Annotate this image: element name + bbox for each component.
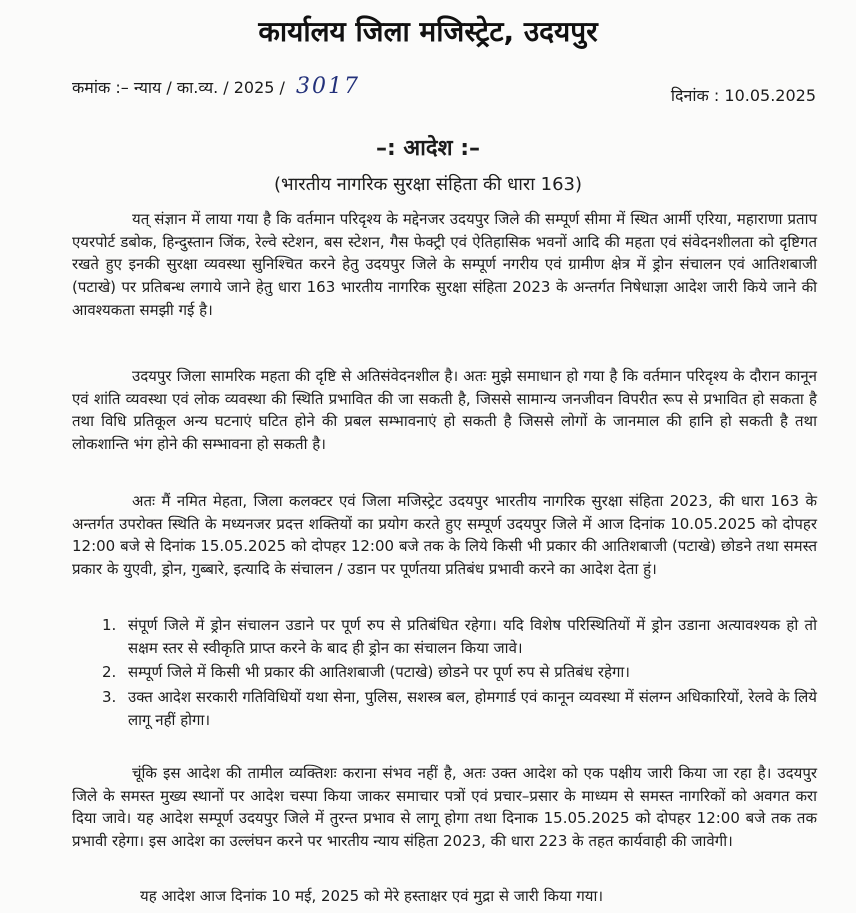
paragraph-enforcement: चूंकि इस आदेश की तामील व्यक्तिशः कराना संभव नहीं है, अतः उक्त आदेश को एक पक्षीय जारी किया जा रहा है। उदयपुर जिले के समस्त मुख्य स्थानों पर आदेश चस्पा किया जाकर समाचार पत्रों एवं प्रचार–प्रसार के माध्यम से समस्त नागरिकों को अवगत करा दिया जावे। यह आदेश सम्पूर्ण उदयपुर जिले में तुरन्त प्रभाव से लागू होगा तथा दिनाक 15.05.2025 को दोपहर 12:00 बजे तक तक प्रभावी रहेगा। इस आदेश का उल्लंघन करने पर भारतीय न्याय संहिता 2023, की धारा 223 के तहत कार्यवाही की जावेगी। [72,764,817,851]
reference-line [72,74,360,99]
order-date: दिनांक : 10.05.2025 [670,86,816,105]
order-heading: –: आदेश :– [375,136,481,161]
order-subheading: (भारतीय नागरिक सुरक्षा संहिता की धारा 163) [273,174,583,195]
closing-line: यह आदेश आज दिनांक 10 मई, 2025 को मेरे हस्ताक्षर एवं मुद्रा से जारी किया गया। [140,887,604,905]
directive-text: सम्पूर्ण जिले में किसी भी प्रकार की आतिशबाजी (पटाखे) छोडने पर पूर्ण रुप से प्रतिबंध रहेगा। [128,663,630,682]
paragraph-context: यत् संज्ञान में लाया गया है कि वर्तमान परिदृश्य के मद्देनजर उदयपुर जिले की सम्पूर्ण सीमा में स्थित आर्मी एरिया, महाराणा प्रताप एयरपोर्ट डबोक, हिन्दुस्तान जिंक, रेल्वे स्टेशन, बस स्टेशन, गैस फेक्ट्री एवं ऐतिहासिक भवनों आदि की महता एवं संवेदनशीलता को दृष्टिगत रखते हुए इनकी सुरक्षा व्यवस्था सुनिश्चित करने हेतु उदयपुर जिले के सम्पूर्ण नगरीय एवं ग्रामीण क्षेत्र में ड्रोन संचालन एवं आतिशबाजी (पटाखे) पर प्रतिबन्ध लगाये जाने हेतु धारा 163 भारतीय नागरिक सुरक्षा संहिता 2023 के अन्तर्गत निषेधाज्ञा आदेश जारी किये जाने की आवश्यकता समझी गई है। [72,210,817,319]
office-title: कार्यालय जिला मजिस्ट्रेट, उदयपुर [258,15,598,48]
directive-number: 2. [102,663,117,682]
reference-label: कमांक :– न्याय / का.व्य. / 2025 / [72,78,285,97]
directive-number: 1. [102,616,117,634]
directive-item [72,686,817,731]
directive-item [72,614,817,659]
paragraph-justification: उदयपुर जिला सामरिक महता की दृष्टि से अतिसंवेदनशील है। अतः मुझे समाधान हो गया है कि वर्तमान परिदृश्य के दौरान कानून एवं शांति व्यवस्था एवं लोक व्यवस्था की स्थिति प्रभावित की जा सकती है, जिससे सामान्य जनजीवन विपरीत रूप से प्रभावित हो सकता है तथा विधि प्रतिकूल अन्य घटनाएं घटित होने की प्रबल सम्भावनाएं हो सकती है जिससे लोगों के जानमाल की हानि हो सकती है तथा लोकशान्ति भंग होने की सम्भावना हो सकती है। [72,367,817,454]
directives-list [72,614,817,734]
directive-text: उक्त आदेश सरकारी गतिविधियों यथा सेना, पुलिस, सशस्त्र बल, होमगार्ड एवं कानून व्यवस्था में संलग्न अधिकारियों, रेलवे के लिये लागू नहीं होगा। [128,688,817,729]
handwritten-reference-number: 3017 [296,74,361,99]
paragraph-order: अतः मैं नमित मेहता, जिला कलक्टर एवं जिला मजिस्ट्रेट उदयपुर भारतीय नागरिक सुरक्षा संहिता 2023, की धारा 163 के अन्तर्गत उपरोक्त स्थिति के मध्यनजर प्रदत्त शक्तियों का प्रयोग करते हुए सम्पूर्ण उदयपुर जिले में आज दिनांक 10.05.2025 को दोपहर 12:00 बजे से दिनांक 15.05.2025 को दोपहर 12:00 बजे तक के लिये किसी भी प्रकार की आतिशबाजी (पटाखे) छोडने तथा समस्त प्रकार के युएवी, ड्रोन, गुब्बारे, इत्यादि के संचालन / उडान पर पूर्णतया प्रतिबंध प्रभावी करने का आदेश देता हुं। [72,492,817,579]
directive-number: 3. [102,688,117,707]
directive-item [72,661,817,684]
directive-text: संपूर्ण जिले में ड्रोन संचालन उडाने पर पूर्ण रुप से प्रतिबंधित रहेगा। यदि विशेष परिस्थितियों में ड्रोन उडाना अत्यावश्यक हो तो सक्षम स्तर से स्वीकृति प्राप्त करने के बाद ही ड्रोन का संचालन किया जावे। [128,616,817,657]
